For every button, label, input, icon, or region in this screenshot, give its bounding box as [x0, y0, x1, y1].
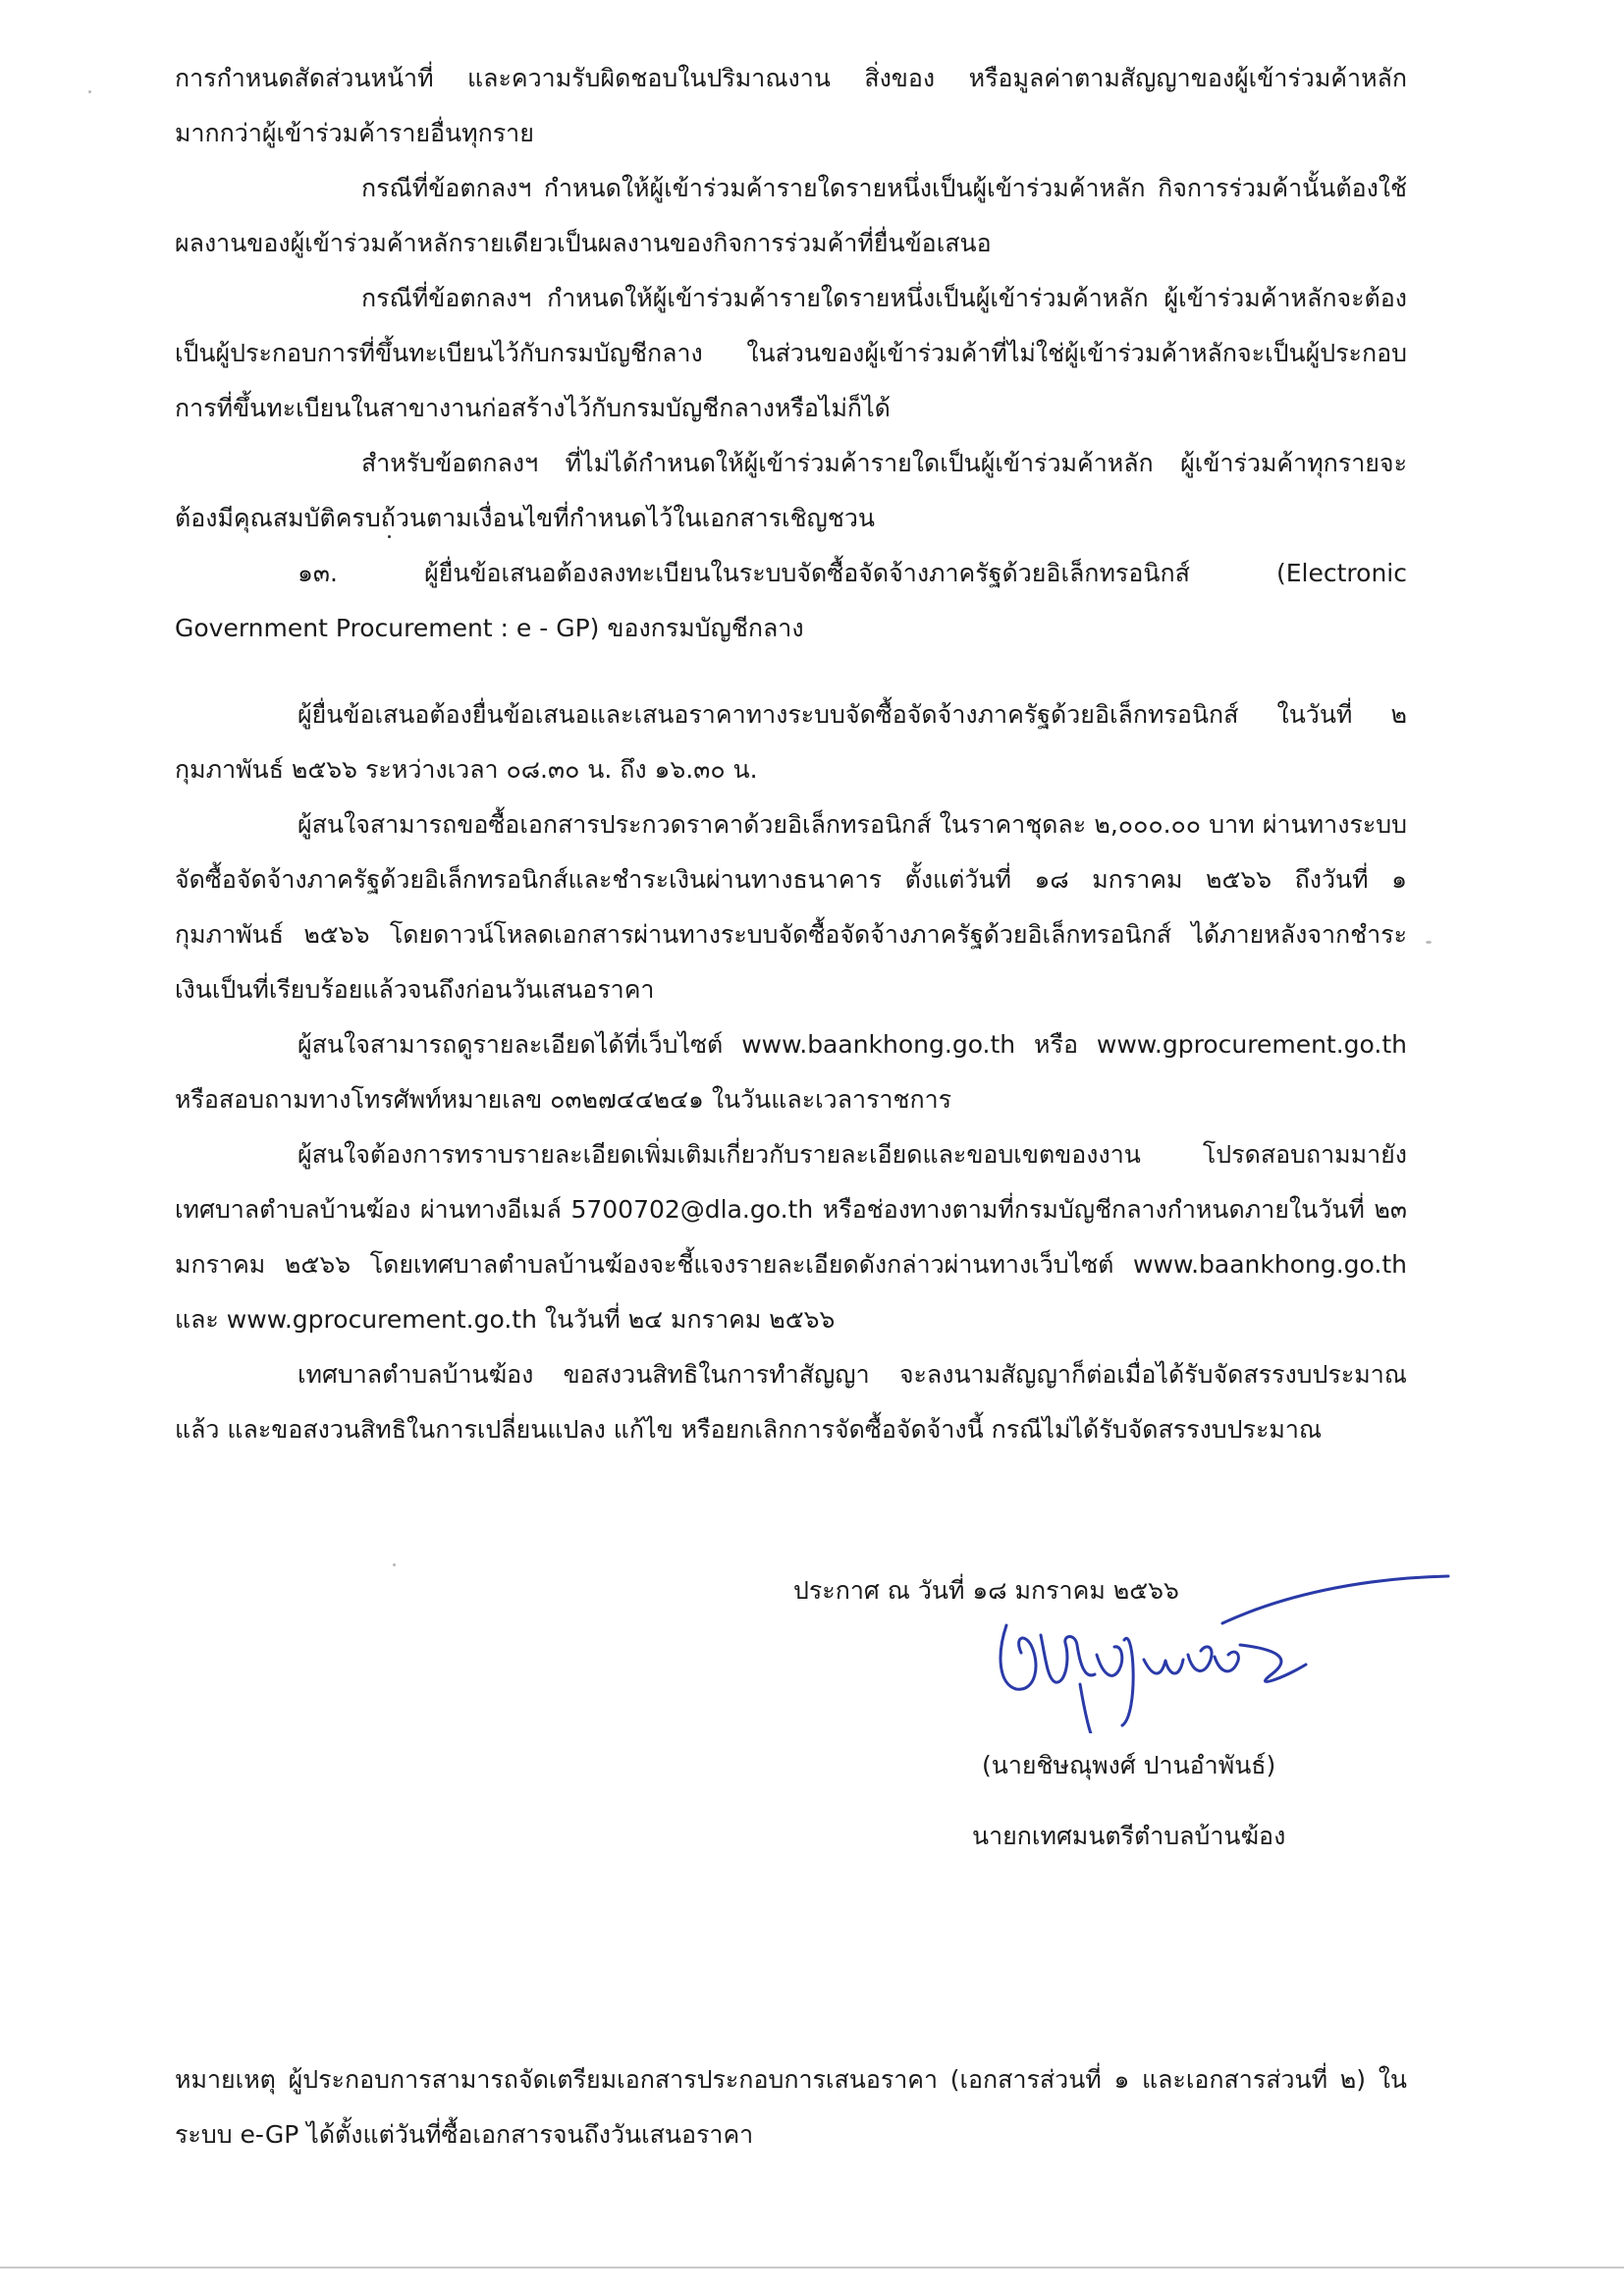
- footnote-remark: หมายเหตุ ผู้ประกอบการสามารถจัดเตรียมเอกสารประกอบการเสนอราคา (เอกสารส่วนที่ ๑ และเอกสารส่วนที่ ๒) ในระบบ e-GP ได้ตั้งแต่วันที่ซื้อเอกสารจนถึงวันเสนอราคา: [175, 2065, 1407, 2149]
- scan-bottom-edge: [0, 2267, 1624, 2269]
- signer-name: (นายชิษณุพงศ์ ปานอำพันธ์): [982, 1751, 1276, 1779]
- scan-speck: [388, 535, 391, 538]
- scan-speck: [1426, 941, 1432, 944]
- announcement-date: ประกาศ ณ วันที่ ๑๘ มกราคม ๒๕๖๖: [793, 1576, 1179, 1605]
- paragraph-rights-reservation: เทศบาลตำบลบ้านฆ้อง ขอสงวนสิทธิในการทำสัญญา จะลงนามสัญญาก็ต่อเมื่อได้รับจัดสรรงบประมาณแล้ว และขอสงวนสิทธิในการเปลี่ยนแปลง แก้ไข หรือยกเลิกการจัดซื้อจัดจ้างนี้ กรณีไม่ได้รับจัดสรรงบประมาณ: [175, 1360, 1407, 1444]
- signer-position: นายกเทศมนตรีตำบลบ้านฆ้อง: [972, 1822, 1286, 1850]
- paragraph-bid-submission-date: ผู้ยื่นข้อเสนอต้องยื่นข้อเสนอและเสนอราคาทางระบบจัดซื้อจัดจ้างภาครัฐด้วยอิเล็กทรอนิกส์ ในวันที่ ๒ กุมภาพันธ์ ๒๕๖๖ ระหว่างเวลา ๐๘.๓๐ น. ถึง ๑๖.๓๐ น.: [175, 700, 1407, 784]
- handwritten-signature: [987, 1566, 1458, 1733]
- paragraph-website-contact: ผู้สนใจสามารถดูรายละเอียดได้ที่เว็บไซต์ www.baankhong.go.th หรือ www.gprocurement.go.th หรือสอบถามทางโทรศัพท์หมายเลข ๐๓๒๗๔๔๒๔๑ ในวันและเวลาราชการ: [175, 1030, 1407, 1114]
- paragraph-item-13-egp-registration: ๑๓. ผู้ยื่นข้อเสนอต้องลงทะเบียนในระบบจัดซื้อจัดจ้างภาครัฐด้วยอิเล็กทรอนิกส์ (Electronic Government Procurement : e - GP) ของกรมบัญชีกลาง: [175, 559, 1407, 642]
- scan-speck: [88, 90, 91, 93]
- paragraph-lead-partner-case-2: กรณีที่ข้อตกลงฯ กำหนดให้ผู้เข้าร่วมค้ารายใดรายหนึ่งเป็นผู้เข้าร่วมค้าหลัก ผู้เข้าร่วมค้าหลักจะต้องเป็นผู้ประกอบการที่ขึ้นทะเบียนไว้กับกรมบัญชีกลาง ในส่วนของผู้เข้าร่วมค้าที่ไม่ใช่ผู้เข้าร่วมค้าหลักจะเป็นผู้ประกอบการที่ขึ้นทะเบียนในสาขางานก่อสร้างไว้กับกรมบัญชีกลางหรือไม่ก็ได้: [175, 284, 1407, 422]
- scan-speck: [393, 1563, 396, 1566]
- paragraph-lead-partner-case-1: กรณีที่ข้อตกลงฯ กำหนดให้ผู้เข้าร่วมค้ารายใดรายหนึ่งเป็นผู้เข้าร่วมค้าหลัก กิจการร่วมค้านั้นต้องใช้ผลงานของผู้เข้าร่วมค้าหลักรายเดียวเป็นผลงานของกิจการร่วมค้าที่ยื่นข้อเสนอ: [175, 174, 1407, 257]
- paragraph-document-purchase: ผู้สนใจสามารถขอซื้อเอกสารประกวดราคาด้วยอิเล็กทรอนิกส์ ในราคาชุดละ ๒,๐๐๐.๐๐ บาท ผ่านทางระบบจัดซื้อจัดจ้างภาครัฐด้วยอิเล็กทรอนิกส์และชำระเงินผ่านทางธนาคาร ตั้งแต่วันที่ ๑๘ มกราคม ๒๕๖๖ ถึงวันที่ ๑ กุมภาพันธ์ ๒๕๖๖ โดยดาวน์โหลดเอกสารผ่านทางระบบจัดซื้อจัดจ้างภาครัฐด้วยอิเล็กทรอนิกส์ ได้ภายหลังจากชำระเงินเป็นที่เรียบร้อยแล้วจนถึงก่อนวันเสนอราคา: [175, 810, 1407, 1004]
- paragraph-additional-inquiry: ผู้สนใจต้องการทราบรายละเอียดเพิ่มเติมเกี่ยวกับรายละเอียดและขอบเขตของงาน โปรดสอบถามมายังเทศบาลตำบลบ้านฆ้อง ผ่านทางอีเมล์ 5700702@dla.go.th หรือช่องทางตามที่กรมบัญชีกลางกำหนดภายในวันที่ ๒๓ มกราคม ๒๕๖๖ โดยเทศบาลตำบลบ้านฆ้องจะชี้แจงรายละเอียดดังกล่าวผ่านทางเว็บไซต์ www.baankhong.go.th และ www.gprocurement.go.th ในวันที่ ๒๔ มกราคม ๒๕๖๖: [175, 1140, 1407, 1334]
- paragraph-no-lead-partner: สำหรับข้อตกลงฯ ที่ไม่ได้กำหนดให้ผู้เข้าร่วมค้ารายใดเป็นผู้เข้าร่วมค้าหลัก ผู้เข้าร่วมค้าทุกรายจะต้องมีคุณสมบัติครบถ้วนตามเงื่อนไขที่กำหนดไว้ในเอกสารเชิญชวน: [175, 449, 1407, 532]
- paragraph-lead-partner-proportion: การกำหนดสัดส่วนหน้าที่ และความรับผิดชอบในปริมาณงาน สิ่งของ หรือมูลค่าตามสัญญาของผู้เข้าร่วมค้าหลัก มากกว่าผู้เข้าร่วมค้ารายอื่นทุกราย: [175, 64, 1407, 147]
